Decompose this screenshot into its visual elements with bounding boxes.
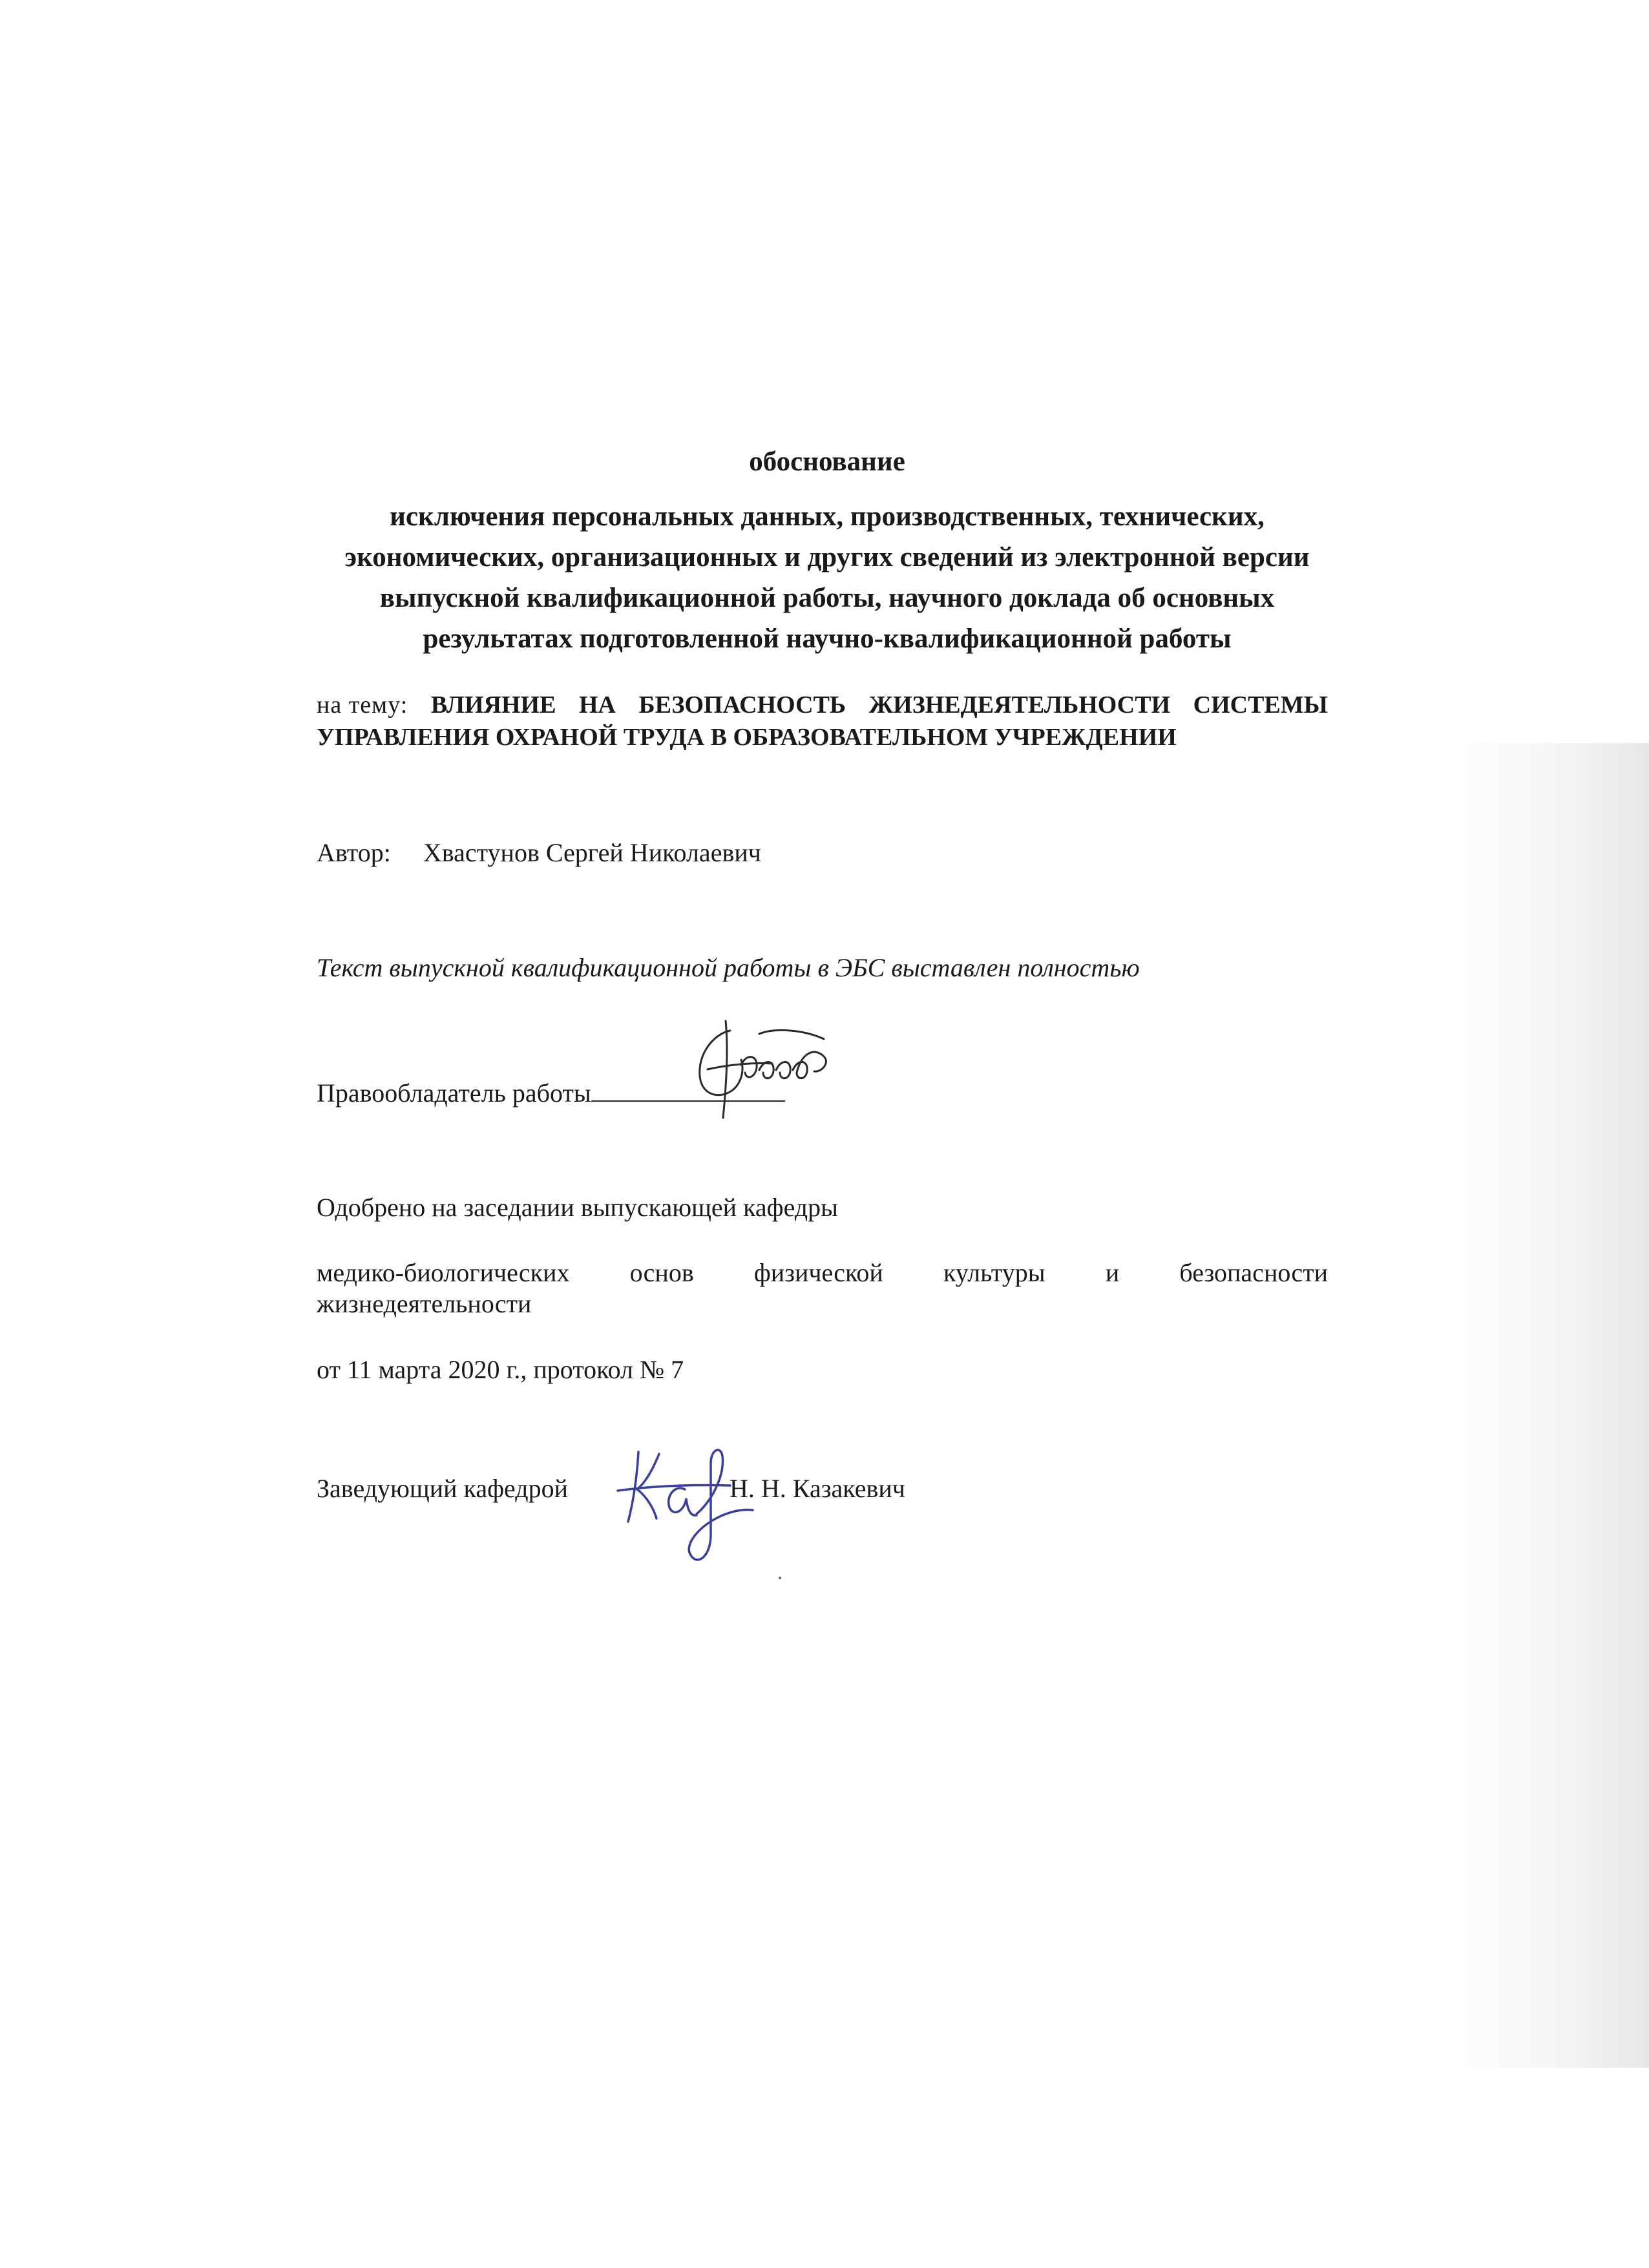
department-word: безопасности [1179, 1258, 1328, 1287]
department-word: медико-биологических [317, 1258, 570, 1287]
topic-line-2: УПРАВЛЕНИЯ ОХРАНОЙ ТРУДА В ОБРАЗОВАТЕЛЬНОМ УЧРЕЖДЕНИИ [317, 724, 1177, 751]
topic-block [317, 689, 1328, 753]
head-label: Заведующий кафедрой [317, 1474, 569, 1503]
document-heading: обоснование [749, 446, 905, 477]
department-line-1 [317, 1257, 1328, 1288]
department-line-2: жизнедеятельности [317, 1289, 532, 1318]
department-word: основ [629, 1258, 694, 1287]
topic-word: СИСТЕМЫ [1193, 691, 1328, 719]
topic-line-1 [317, 689, 1328, 721]
topic-word: НА [578, 691, 616, 719]
subheading-line-2: экономических, организационных и других сведений из электронной версии [344, 542, 1310, 572]
topic-word: ЖИЗНЕДЕЯТЕЛЬНОСТИ [868, 691, 1171, 719]
subheading-line-3: выпускной квалификационной работы, научного доклада об основных [379, 583, 1275, 613]
department-block [317, 1257, 1328, 1319]
head-name: Н. Н. Казакевич [730, 1474, 905, 1503]
author-name: Хвастунов Сергей Николаевич [423, 838, 761, 867]
approval-line: Одобрено на заседании выпускающей кафедры [317, 1193, 839, 1222]
department-word: и [1105, 1258, 1120, 1287]
head-signature [614, 1438, 769, 1567]
department-word: культуры [943, 1258, 1045, 1287]
meeting-date: от 11 марта 2020 г., протокол № 7 [317, 1355, 684, 1384]
author-line [317, 837, 761, 868]
department-word: физической [753, 1258, 883, 1287]
author-label: Автор: [317, 838, 391, 867]
topic-word: ВЛИЯНИЕ [430, 691, 556, 719]
topic-label: на тему: [317, 691, 408, 719]
head-of-department-line [317, 1473, 905, 1504]
document-subheading [323, 496, 1331, 659]
scan-shadow [1442, 743, 1649, 2068]
topic-word: БЕЗОПАСНОСТЬ [638, 691, 846, 719]
rights-holder-label: Правообладатель работы [317, 1078, 591, 1108]
publication-note: Текст выпускной квалификационной работы в ЭБС выставлен полностью [317, 953, 1140, 982]
subheading-line-4: результатах подготовленной научно-квалификационной работы [423, 624, 1232, 654]
subheading-line-1: исключения персональных данных, производственных, технических, [390, 501, 1265, 532]
rights-holder-signature [669, 1008, 850, 1131]
scan-speck [779, 1577, 781, 1579]
